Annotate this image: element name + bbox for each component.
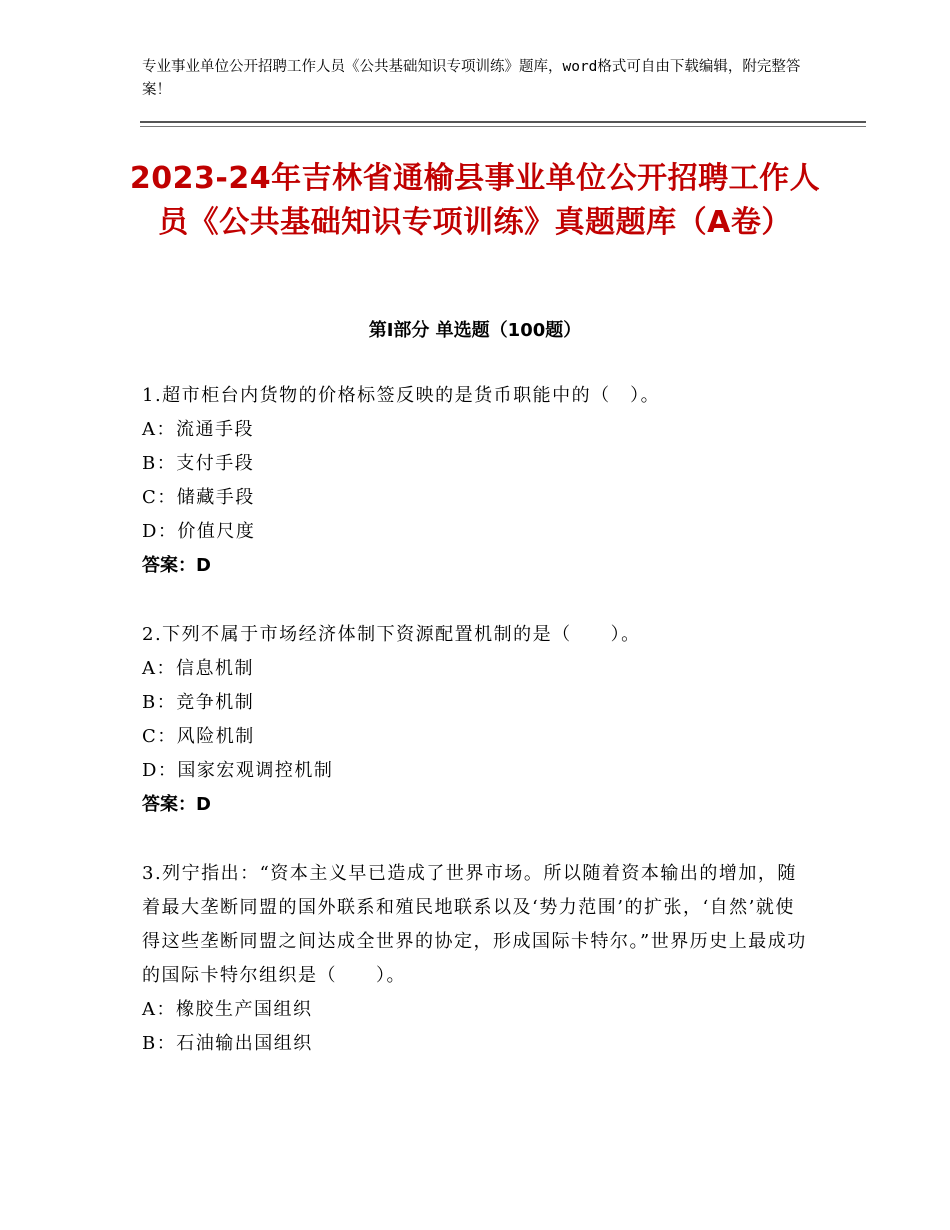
option-b: B：石油输出国组织 [142, 1033, 313, 1054]
question-stem: 2.下列不属于市场经济体制下资源配置机制的是（ ）。 [142, 624, 641, 645]
header-rule-thin [140, 126, 866, 127]
header-rule-thick [140, 121, 866, 123]
option-a: A：流通手段 [142, 419, 254, 440]
answer-value: D [196, 555, 211, 576]
option-b: B：支付手段 [142, 453, 255, 474]
answer-line [142, 788, 807, 822]
option-c: C：风险机制 [142, 726, 255, 747]
header-note: 专业事业单位公开招聘工作人员《公共基础知识专项训练》题库，word格式可自由下载编辑，附完整答案！ [142, 59, 801, 98]
option-d: D：国家宏观调控机制 [142, 760, 334, 781]
question-stem: 1.超市柜台内货物的价格标签反映的是货币职能中的（ ）。 [142, 385, 661, 406]
question-2 [142, 618, 807, 822]
answer-line [142, 549, 807, 583]
option-a: A：橡胶生产国组织 [142, 999, 313, 1020]
option-c: C：储藏手段 [142, 487, 255, 508]
answer-label: 答案： [142, 555, 196, 576]
answer-label: 答案： [142, 794, 196, 815]
option-d: D：价值尺度 [142, 521, 256, 542]
option-a: A：信息机制 [142, 658, 254, 679]
question-3 [142, 857, 807, 1061]
answer-value: D [196, 794, 211, 815]
question-stem: 3.列宁指出：“资本主义早已造成了世界市场。所以随着资本输出的增加，随着最大垄断同盟的国外联系和殖民地联系以及‘势力范围’的扩张，‘自然’就使得这些垄断同盟之间达成全世界的协定，形成国际卡特尔。”世界历史上最成功的国际卡特尔组织是（ ）。 [142, 863, 807, 986]
section-title: 第Ⅰ部分 单选题（100题） [368, 320, 582, 341]
question-1 [142, 379, 807, 583]
option-b: B：竞争机制 [142, 692, 255, 713]
document-title: 2023-24年吉林省通榆县事业单位公开招聘工作人员《公共基础知识专项训练》真题题库（A卷） [129, 161, 821, 240]
